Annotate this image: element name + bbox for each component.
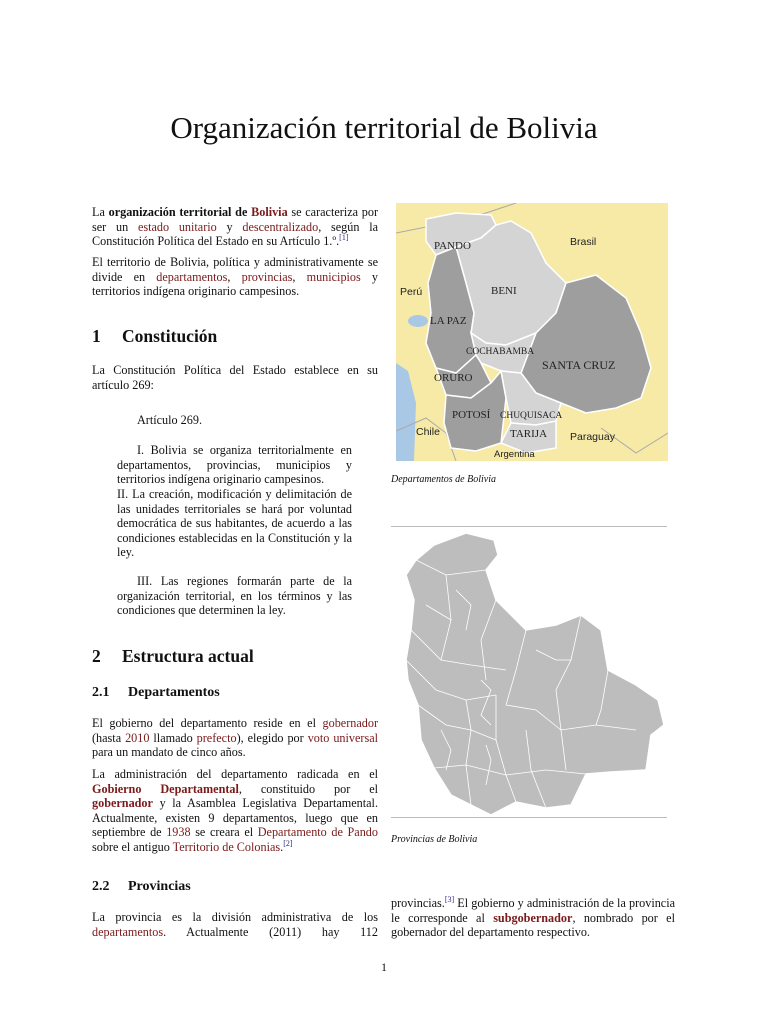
link-descentralizado[interactable]: descentralizado	[242, 219, 319, 234]
section-number: 2	[92, 646, 101, 666]
bolivia-outline	[406, 533, 664, 815]
text: y	[216, 219, 243, 234]
label-peru: Perú	[400, 286, 423, 298]
link-2010[interactable]: 2010	[125, 730, 150, 745]
text: .	[280, 839, 284, 854]
subsection-title: Departamentos	[128, 685, 220, 700]
text: provincias.	[391, 896, 445, 910]
quote-heading: Artículo 269.	[137, 413, 202, 427]
label-chile: Chile	[416, 426, 440, 438]
text: ,	[227, 269, 242, 284]
link-bolivia[interactable]: Bolivia	[251, 205, 288, 219]
text: para un mandato de cinco años.	[92, 745, 246, 760]
page-title: Organización territorial de Bolivia	[170, 110, 598, 145]
label-cochabamba: COCHABAMBA	[466, 347, 535, 357]
section-heading-constitucion	[92, 326, 217, 347]
label-santa-cruz: SANTA CRUZ	[542, 358, 616, 372]
label-oruro: ORURO	[434, 372, 473, 384]
section-title: Estructura actual	[122, 646, 254, 666]
link-1938[interactable]: 1938	[166, 825, 191, 840]
text: El gobierno del departamento reside en el	[92, 716, 323, 730]
page-number: 1	[381, 960, 387, 974]
subsection-title: Provincias	[128, 879, 191, 894]
link-estado-unitario[interactable]: estado unitario	[137, 219, 217, 234]
text: El gobierno y administración de la provincia le corresponde al	[391, 896, 675, 925]
quote-item-ii: II. La creación, modificación y delimitación de las unidades territoriales se hará por voluntad democrática de sus habitantes, de acuerdo a las condiciones establecidas en la Constitución y la ley.	[117, 487, 352, 560]
bold-term: organización territorial de	[108, 205, 252, 219]
link-subgobernador[interactable]: subgobernador	[493, 910, 573, 925]
intro-paragraph-2	[92, 255, 378, 299]
link-departamentos[interactable]: departamentos	[92, 924, 164, 939]
provinces-map	[396, 530, 668, 820]
provincias-paragraph-1	[92, 910, 378, 939]
subsection-heading-provincias	[92, 879, 191, 895]
label-potosi: POTOSÍ	[452, 409, 491, 421]
link-gobernador[interactable]: gobernador	[322, 716, 378, 730]
link-provincias[interactable]: provincias	[241, 269, 293, 284]
link-gobierno-departamental[interactable]: Gobierno Departamental	[92, 781, 239, 796]
label-paraguay: Paraguay	[570, 431, 615, 443]
quote-item-iii: III. Las regiones formarán parte de la organización territorial, en los términos y las condiciones que determinen la ley.	[117, 574, 352, 618]
subsection-number: 2.2	[92, 879, 110, 894]
label-chuquisaca: CHUQUISACA	[500, 411, 563, 421]
text: sobre el antiguo	[92, 839, 173, 854]
text: , constituido por el	[238, 781, 378, 796]
text: , según la Constitución Política del Estado en su Artículo 1.º.	[92, 219, 378, 249]
text: La	[92, 205, 109, 219]
section-heading-estructura-actual	[92, 646, 254, 667]
intro-paragraph-1	[92, 205, 378, 249]
label-la-paz: LA PAZ	[430, 315, 467, 327]
link-voto-universal[interactable]: voto universal	[307, 730, 378, 745]
section1-paragraph: La Constitución Política del Estado establece en su artículo 269:	[92, 363, 378, 392]
lake-titicaca	[408, 315, 428, 327]
text: La administración del departamento radicada en el	[92, 767, 378, 781]
text: y territorios indígena originario campesinos.	[92, 269, 379, 299]
departamentos-paragraph-2	[92, 767, 378, 855]
map-top-rule	[391, 526, 667, 527]
departments-map	[396, 203, 668, 461]
provincias-paragraph-1-continued	[391, 896, 675, 940]
text: , nombrado por el gobernador del departamento respectivo.	[391, 910, 675, 940]
label-tarija: TARIJA	[510, 428, 548, 440]
link-gobernador[interactable]: gobernador	[92, 796, 153, 811]
link-territorio-de-colonias[interactable]: Territorio de Colonias	[172, 839, 281, 854]
subsection-heading-departamentos	[92, 685, 220, 701]
map-caption-departamentos: Departamentos de Bolivia	[391, 474, 496, 485]
label-brasil: Brasil	[570, 236, 597, 248]
label-beni: BENI	[491, 285, 517, 297]
text: ), elegido por	[236, 730, 308, 745]
text: llamado	[149, 730, 197, 745]
text: se creara el	[190, 825, 258, 840]
section-number: 1	[92, 326, 101, 346]
text: ,	[292, 269, 307, 284]
reference-3[interactable]: [3]	[444, 894, 455, 904]
reference-1[interactable]: [1]	[339, 233, 349, 243]
quote-item-i: I. Bolivia se organiza territorialmente en departamentos, provincias, municipios y territorios indígena originario campesinos.	[117, 443, 352, 487]
text: y la Asamblea Legislativa Departamental. Actualmente, existen 9 departamentos, luego que en septiembre de	[92, 796, 378, 840]
text: El territorio de Bolivia, política y administrativamente se divide en	[92, 255, 378, 284]
link-departamentos[interactable]: departamentos	[156, 269, 228, 284]
text: . Actualmente (2011) hay 112	[163, 924, 378, 939]
reference-2[interactable]: [2]	[283, 838, 293, 848]
label-argentina: Argentina	[494, 449, 535, 460]
label-pando: PANDO	[434, 240, 471, 252]
subsection-number: 2.1	[92, 685, 110, 700]
text: (hasta	[92, 730, 126, 745]
link-prefecto[interactable]: prefecto	[196, 730, 237, 745]
text: La provincia es la división administrativa de los	[92, 910, 378, 924]
link-departamento-de-pando[interactable]: Departamento de Pando	[257, 825, 378, 840]
section-title: Constitución	[122, 326, 218, 346]
link-municipios[interactable]: municipios	[306, 269, 361, 284]
map-bottom-rule	[391, 817, 667, 818]
text: se caracteriza por ser un	[92, 205, 379, 234]
map-caption-provincias: Provincias de Bolivia	[391, 834, 478, 845]
departamentos-paragraph-1	[92, 716, 378, 760]
